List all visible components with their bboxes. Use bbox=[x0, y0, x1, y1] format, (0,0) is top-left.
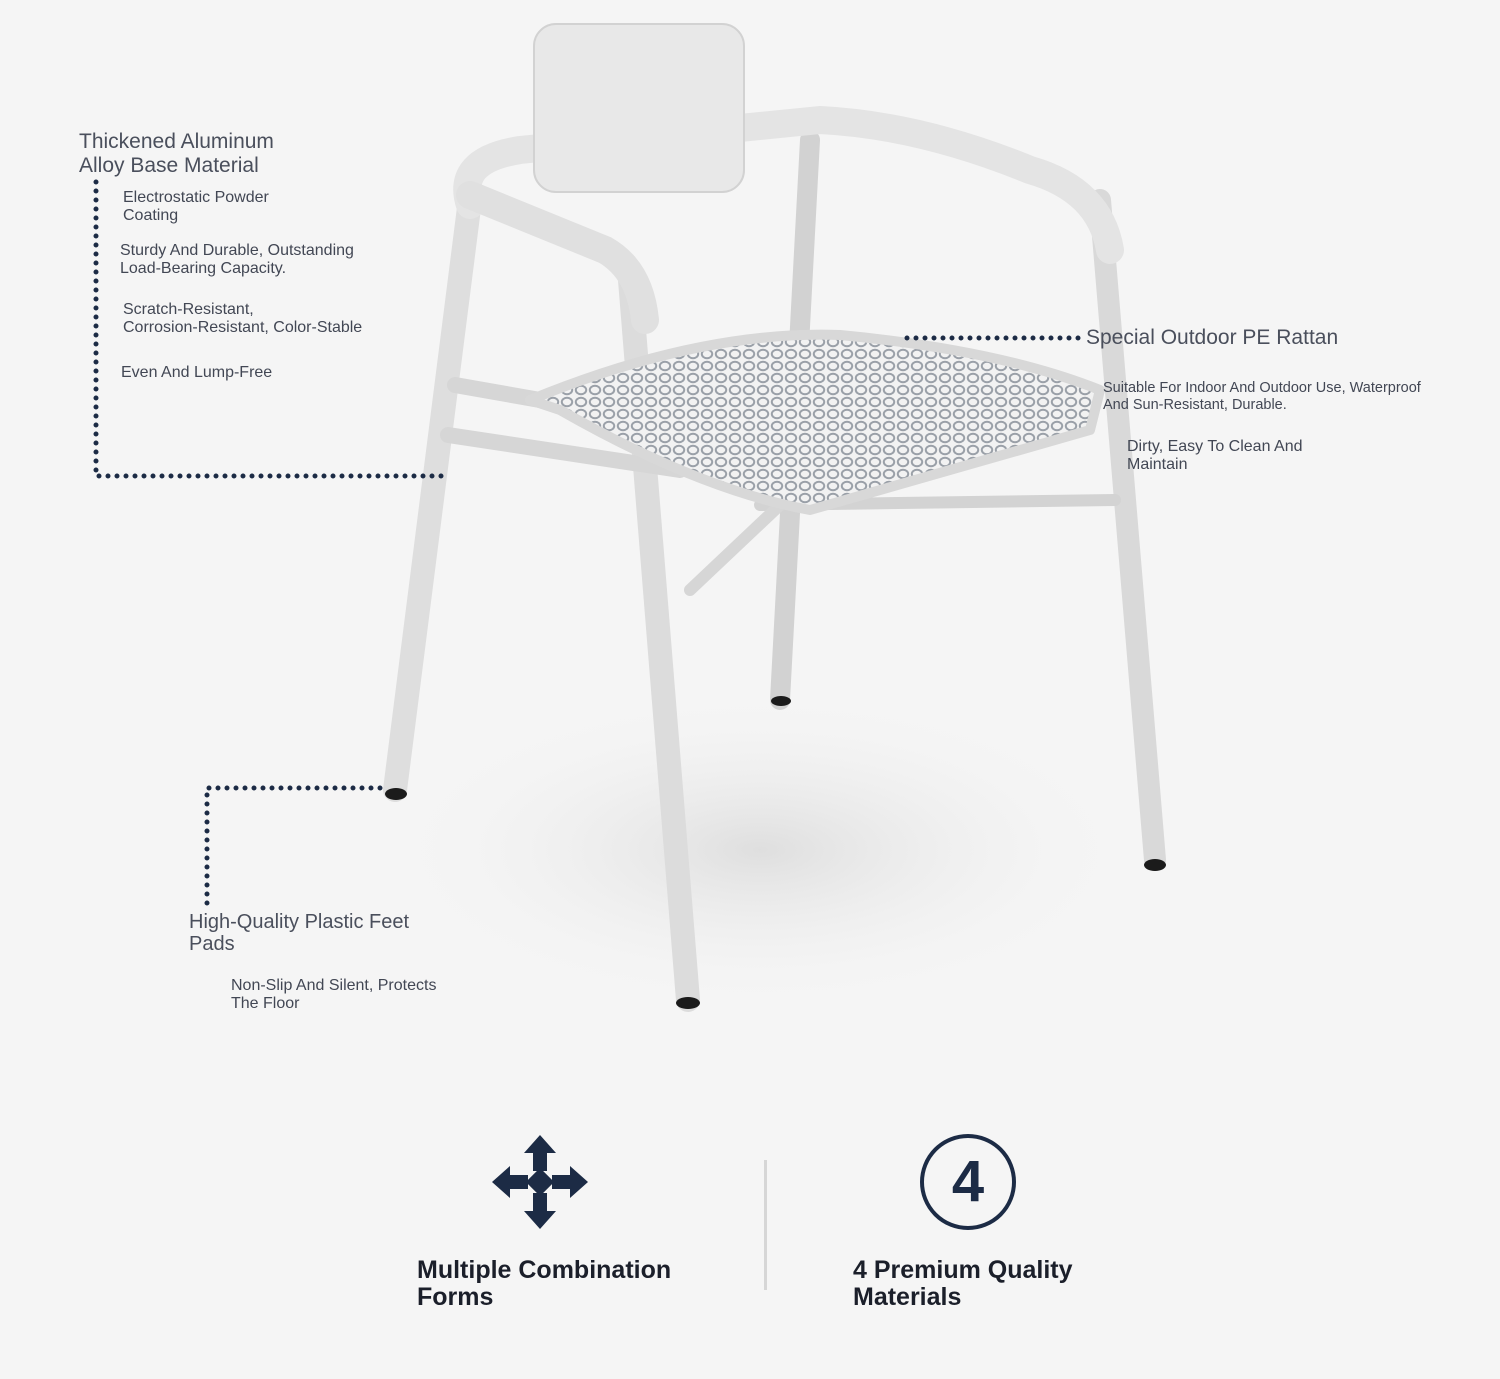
rattan-point-weatherproof: Suitable For Indoor And Outdoor Use, Waterproof And Sun-Resistant, Durable. bbox=[1103, 380, 1421, 414]
frame-point-durable: Sturdy And Durable, Outstanding Load-Bearing Capacity. bbox=[120, 242, 354, 278]
feet-leader-line bbox=[207, 788, 380, 905]
frame-point-coating: Electrostatic Powder Coating bbox=[123, 189, 269, 224]
rattan-callout-title: Special Outdoor PE Rattan bbox=[1086, 326, 1339, 349]
frame-point-resistant: Scratch-Resistant, Corrosion-Resistant, Color-Stable bbox=[123, 301, 363, 336]
feature-combination-label: Multiple Combination Forms bbox=[417, 1256, 672, 1311]
feet-callout-title: High-Quality Plastic Feet Pads bbox=[189, 911, 410, 956]
number-four-circle-icon bbox=[920, 1134, 1016, 1230]
feature-materials-label: 4 Premium Quality Materials bbox=[853, 1256, 1073, 1311]
feet-point-nonslip: Non-Slip And Silent, Protects The Floor bbox=[231, 977, 437, 1012]
frame-callout-title: Thickened Aluminum Alloy Base Material bbox=[79, 130, 274, 177]
icon-number: 4 bbox=[951, 1149, 985, 1214]
rattan-point-clean: Dirty, Easy To Clean And Maintain bbox=[1127, 438, 1303, 473]
four-arrows-icon bbox=[490, 1133, 590, 1231]
frame-point-even: Even And Lump-Free bbox=[121, 364, 273, 381]
feature-divider bbox=[764, 1160, 767, 1290]
